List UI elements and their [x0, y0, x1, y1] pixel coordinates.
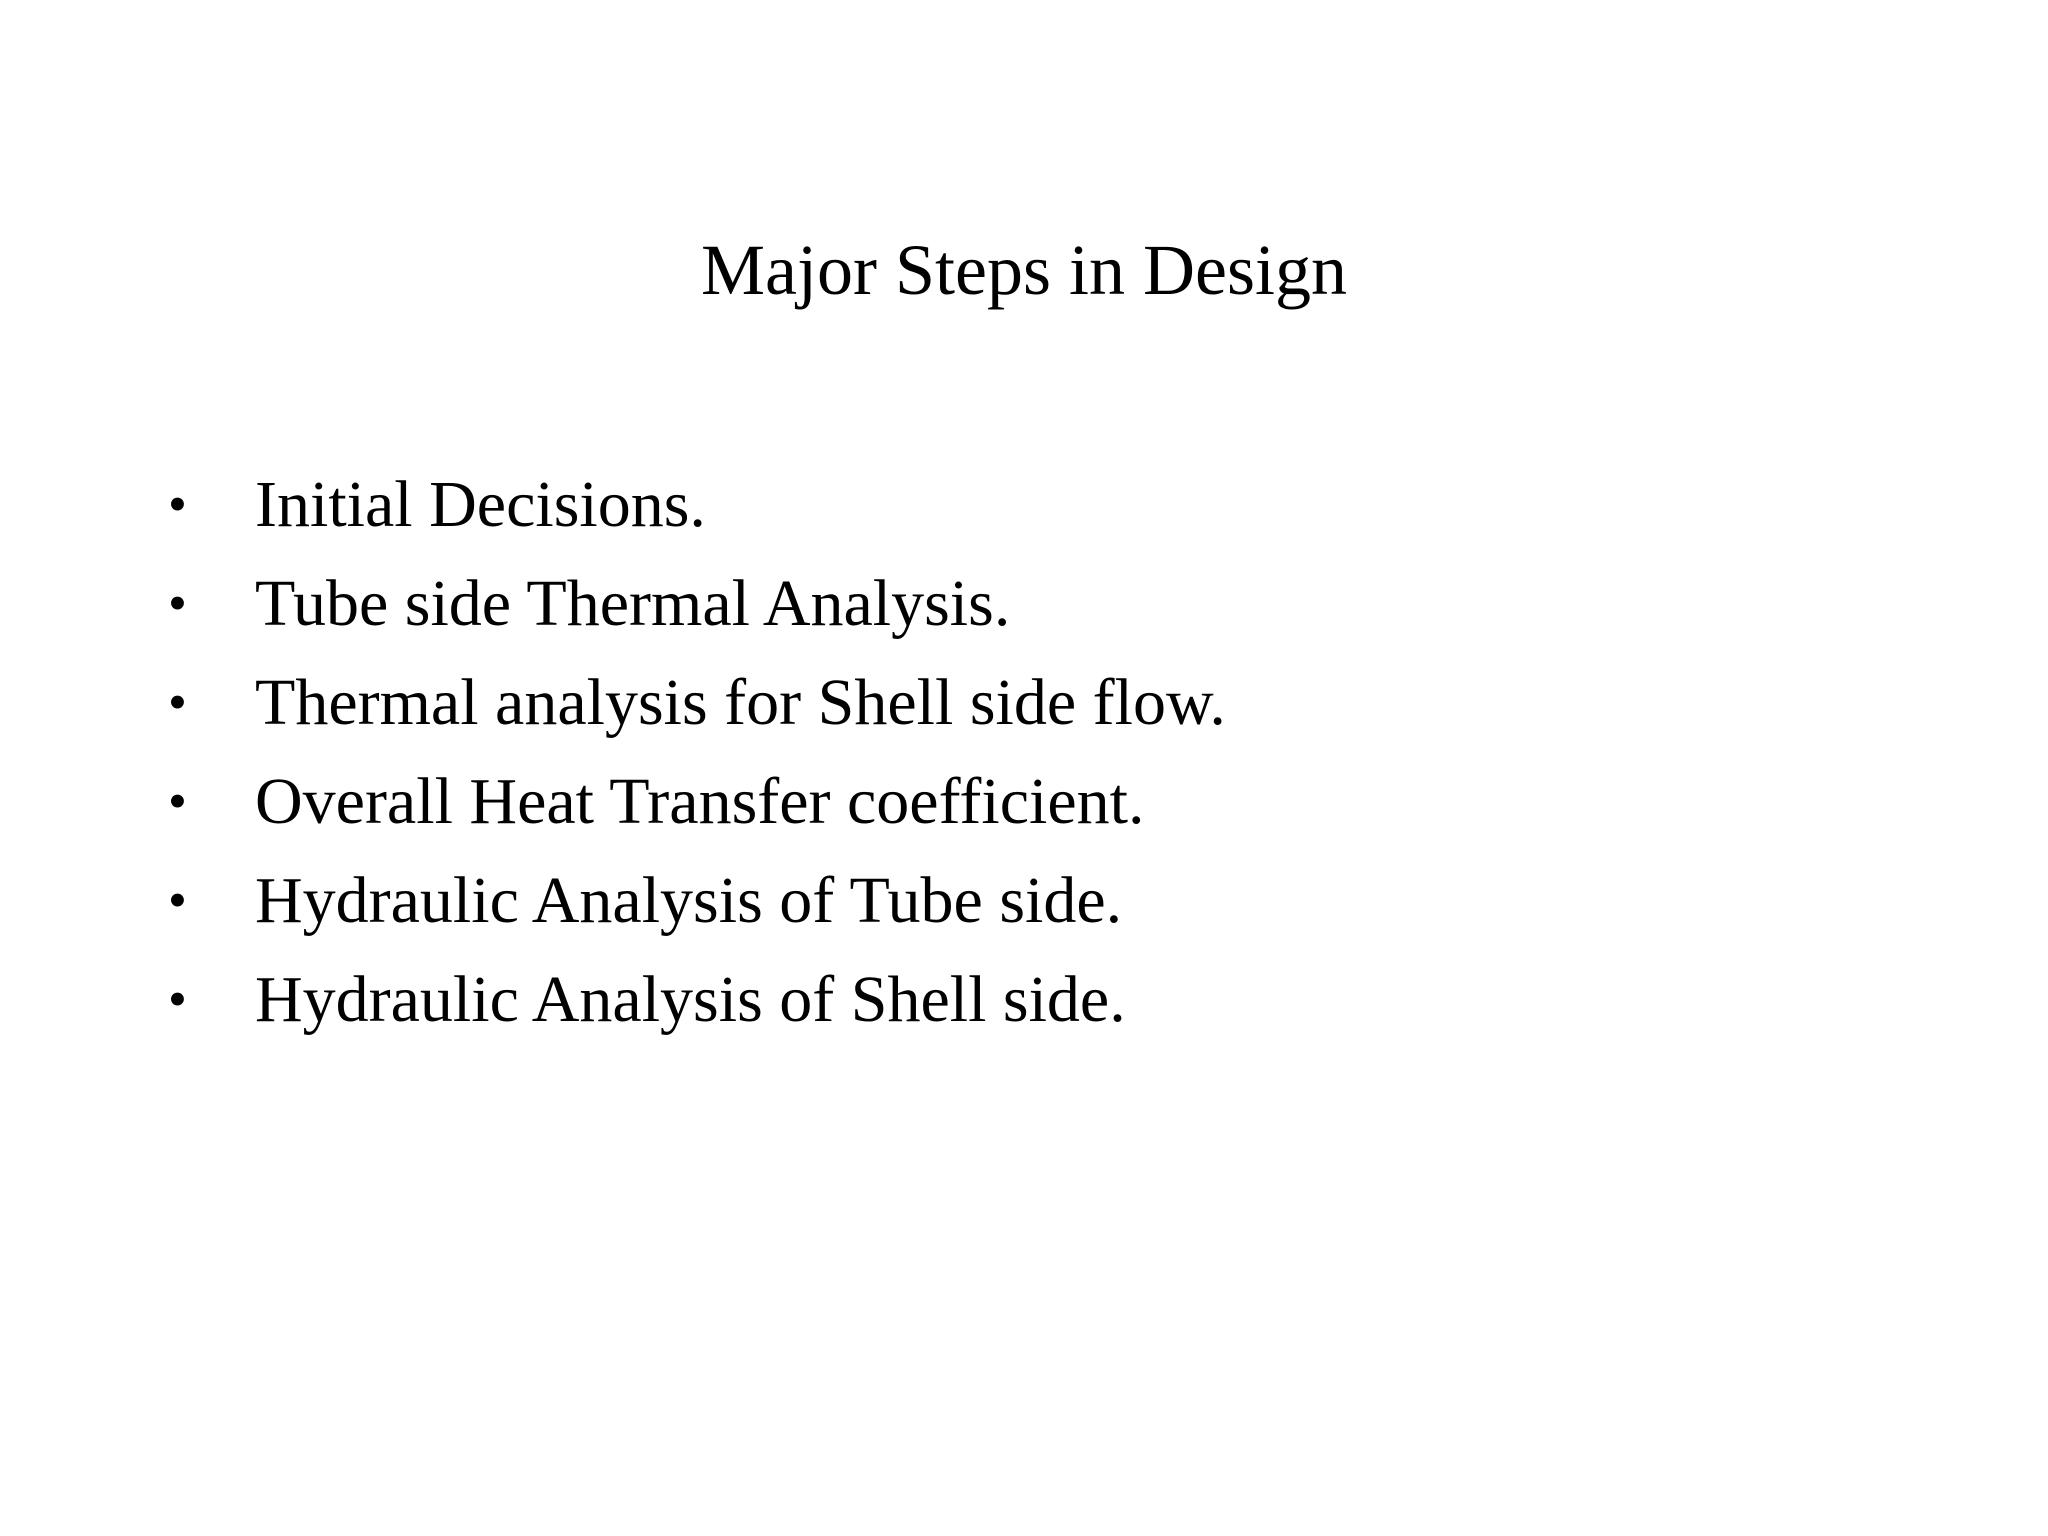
list-item-text: Overall Heat Transfer coefficient.: [255, 765, 1145, 838]
slide-title: Major Steps in Design: [701, 230, 1347, 310]
list-item-text: Tube side Thermal Analysis.: [255, 567, 1011, 640]
bullet-icon: •: [168, 672, 187, 732]
list-item-text: Thermal analysis for Shell side flow.: [255, 666, 1226, 739]
list-item-text: Initial Decisions.: [255, 468, 706, 541]
list-item-text: Hydraulic Analysis of Shell side.: [255, 963, 1126, 1036]
bullet-icon: •: [168, 771, 187, 831]
bullet-icon: •: [168, 573, 187, 633]
list-item-text: Hydraulic Analysis of Tube side.: [255, 864, 1123, 937]
bullet-icon: •: [168, 870, 187, 930]
bullet-icon: •: [168, 969, 187, 1029]
bullet-icon: •: [168, 474, 187, 534]
